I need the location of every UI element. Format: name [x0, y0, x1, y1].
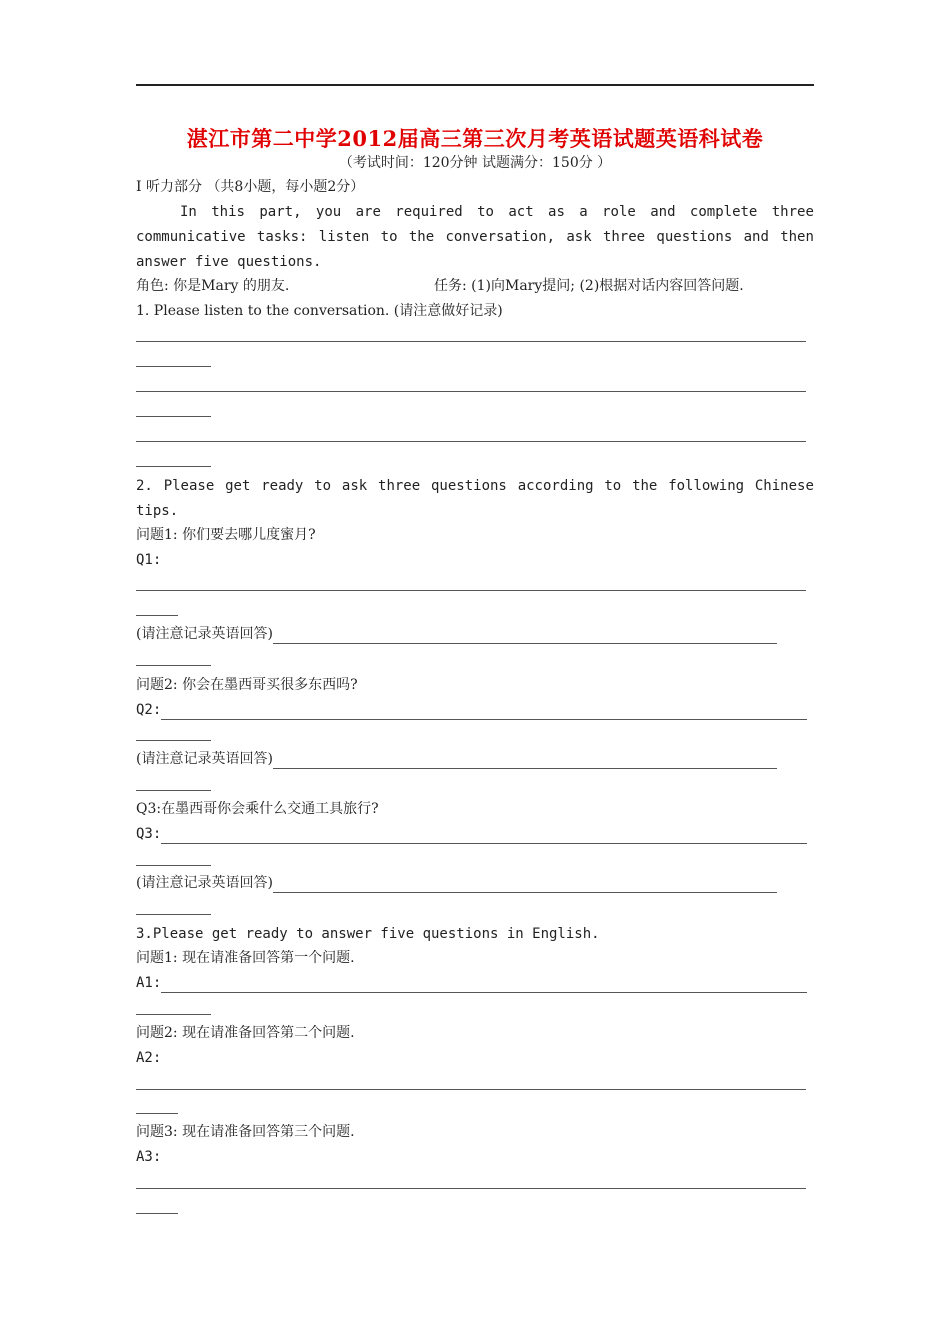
record-label-1: (请注意记录英语回答) — [136, 624, 814, 644]
role-text: 角色: 你是Mary 的朋友. — [136, 278, 290, 294]
q2-answer-tail[interactable] — [136, 740, 211, 741]
a2-answer-line[interactable] — [136, 1089, 806, 1090]
record-label-2: (请注意记录英语回答) — [136, 749, 814, 769]
a3-answer-line[interactable] — [136, 1188, 806, 1189]
question-2-cont: tips. — [136, 503, 179, 519]
q1-label: Q1: — [136, 552, 162, 568]
word: conversation, — [445, 229, 556, 245]
answer-line-tail[interactable] — [136, 416, 211, 417]
word: the — [408, 229, 435, 245]
word: to — [477, 204, 494, 220]
answer-question-3: 问题3: 现在请准备回答第三个问题. — [136, 1124, 355, 1140]
answer-line[interactable] — [136, 341, 806, 342]
word: part, — [259, 204, 302, 220]
word: ready — [261, 478, 304, 494]
answer-line[interactable] — [136, 441, 806, 442]
record-answer-tail[interactable] — [136, 665, 211, 666]
word: you — [315, 204, 342, 220]
word: Chinese — [754, 478, 814, 494]
word: In — [180, 204, 197, 220]
a3-label: A3: — [136, 1149, 162, 1165]
word: ask — [341, 478, 368, 494]
record-label-3: (请注意记录英语回答) — [136, 873, 814, 893]
word: communicative — [136, 229, 246, 245]
written-question-2: 问题2: 你会在墨西哥买很多东西吗? — [136, 677, 358, 693]
written-question-1: 问题1: 你们要去哪儿度蜜月? — [136, 527, 316, 543]
word: complete — [689, 204, 758, 220]
a2-answer-tail[interactable] — [136, 1113, 178, 1114]
answer-question-2: 问题2: 现在请准备回答第二个问题. — [136, 1025, 355, 1041]
word: three — [378, 478, 421, 494]
word: questions — [656, 229, 733, 245]
answer-question-1: 问题1: 现在请准备回答第一个问题. — [136, 950, 355, 966]
task-text: 任务: (1)向Mary提问; (2)根据对话内容回答问题. — [434, 278, 744, 294]
word: following — [668, 478, 745, 494]
word: then — [780, 229, 814, 245]
word: act — [508, 204, 534, 220]
a1-answer-tail[interactable] — [136, 1014, 211, 1015]
q1-answer-tail[interactable] — [136, 615, 178, 616]
q3-answer-tail[interactable] — [136, 865, 211, 866]
record-answer-tail[interactable] — [136, 914, 211, 915]
word: and — [650, 204, 676, 220]
a2-label: A2: — [136, 1050, 162, 1066]
word: three — [602, 229, 646, 245]
word: are — [355, 204, 381, 220]
word: according — [517, 478, 594, 494]
top-rule — [136, 84, 814, 86]
question-3: 3.Please get ready to answer five questions in English. — [136, 926, 600, 942]
word: ask — [566, 229, 592, 245]
word: get — [225, 478, 251, 494]
word: this — [211, 204, 245, 220]
intro-line-2 — [136, 227, 814, 247]
word: and — [743, 229, 769, 245]
written-question-3: Q3:在墨西哥你会乘什么交通工具旅行? — [136, 801, 379, 817]
word: to — [604, 478, 622, 494]
question-1: 1. Please listen to the conversation. (请注意做好记录) — [136, 303, 503, 319]
page-title: 湛江市第二中学2012届高三第三次月考英语试题英语科试卷 — [186, 126, 764, 151]
answer-line[interactable] — [136, 391, 806, 392]
word: Please — [163, 478, 215, 494]
word: required — [395, 204, 463, 220]
word: listen — [318, 229, 370, 245]
question-2 — [136, 476, 814, 496]
exam-info: （考试时间：120分钟 试题满分：150分 ） — [338, 155, 612, 171]
record-answer-tail[interactable] — [136, 790, 211, 791]
q3-label: Q3: — [136, 824, 814, 844]
word: to — [314, 478, 332, 494]
word: 2. — [136, 478, 153, 494]
q1-answer-line[interactable] — [136, 590, 806, 591]
section-heading: I 听力部分 （共8小题，每小题2分） — [136, 179, 365, 195]
word: questions — [431, 478, 507, 494]
word: a — [579, 204, 588, 220]
q2-label: Q2: — [136, 700, 814, 720]
answer-line-tail[interactable] — [136, 466, 211, 467]
word: the — [632, 478, 658, 494]
word: to — [380, 229, 398, 245]
word: three — [771, 204, 814, 220]
word: role — [602, 204, 636, 220]
intro-line-3: answer five questions. — [136, 254, 322, 270]
word: as — [548, 204, 565, 220]
answer-line-tail[interactable] — [136, 366, 211, 367]
a1-label: A1: — [136, 973, 814, 993]
word: tasks: — [256, 229, 308, 245]
a3-answer-tail[interactable] — [136, 1213, 178, 1214]
intro-line-1 — [180, 202, 814, 222]
